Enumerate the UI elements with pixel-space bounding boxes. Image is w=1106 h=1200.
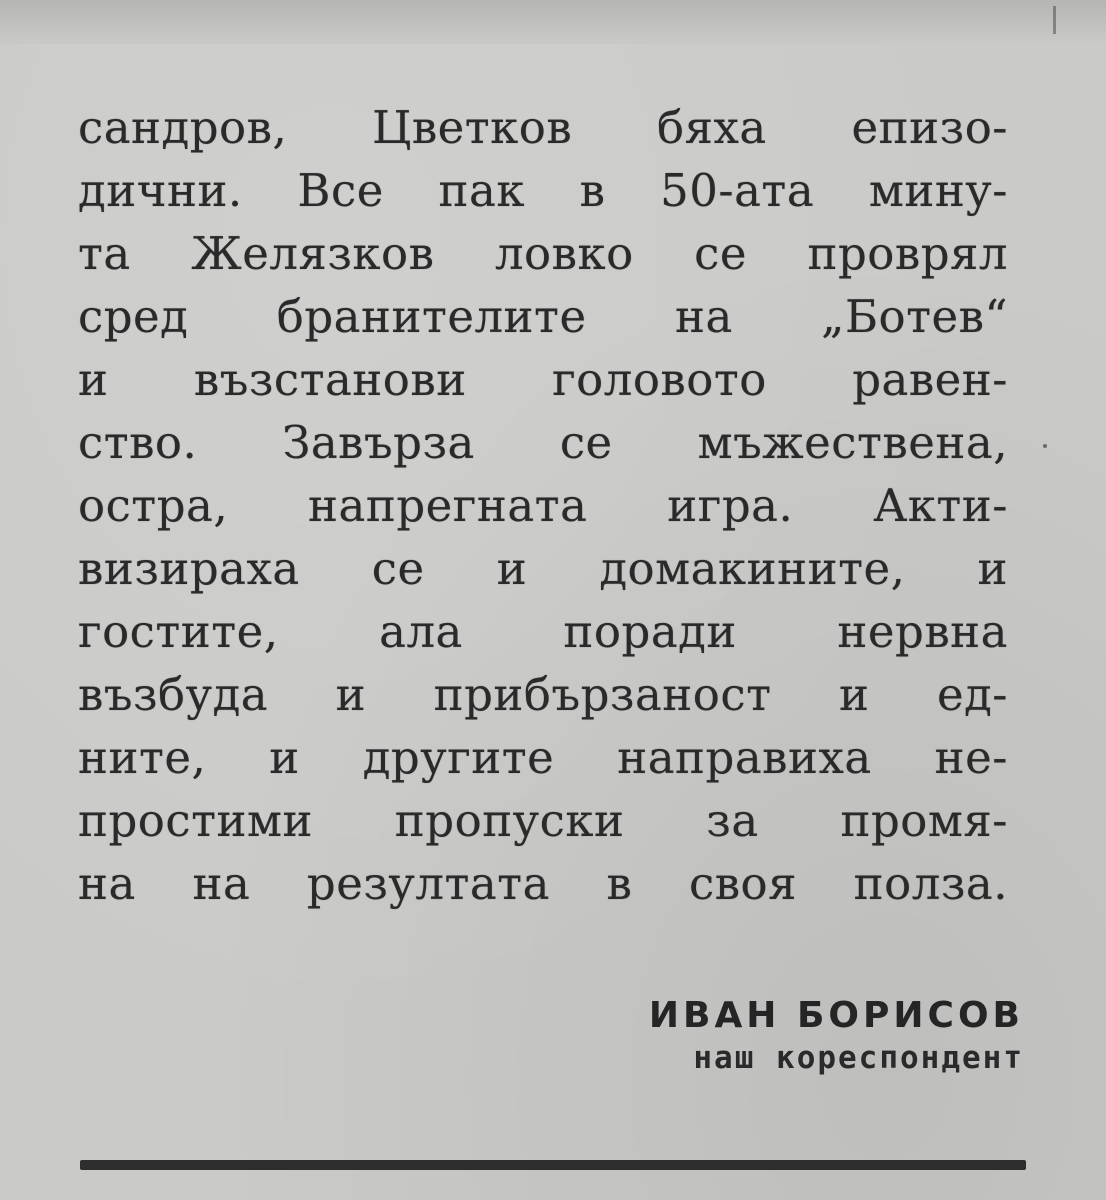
article-line: сред бранителите на „Ботев“	[78, 290, 1008, 343]
article-line: ство. Завърза се мъжествена,	[78, 416, 1008, 469]
ink-speck	[1043, 444, 1047, 448]
separator-rule	[80, 1160, 1026, 1170]
page-top-edge	[0, 0, 1106, 44]
article-line: възбуда и прибързаност и ед-	[78, 668, 1008, 721]
article-line: гостите, ала поради нервна	[78, 605, 1008, 658]
edge-mark	[1053, 6, 1056, 34]
article-line: визираха се и домакините, и	[78, 542, 1008, 595]
author-role: наш кореспондент	[693, 1040, 1024, 1076]
article-line: сандров, Цветков бяха епизо-	[78, 101, 1008, 154]
article-line: на на резултата в своя полза.	[78, 857, 1008, 910]
article-line: и възстанови головото равен-	[78, 353, 1008, 406]
article-line: остра, напрегната игра. Акти-	[78, 479, 1008, 532]
article-line: ните, и другите направиха не-	[78, 731, 1008, 784]
byline	[649, 995, 1024, 1079]
article-text	[78, 96, 1008, 915]
article-line: простими пропуски за промя-	[78, 794, 1008, 847]
article-line: дични. Все пак в 50-ата мину-	[78, 164, 1008, 217]
author-name: ИВАН БОРИСОВ	[648, 995, 1024, 1036]
article-line: та Желязков ловко се проврял	[78, 227, 1008, 280]
